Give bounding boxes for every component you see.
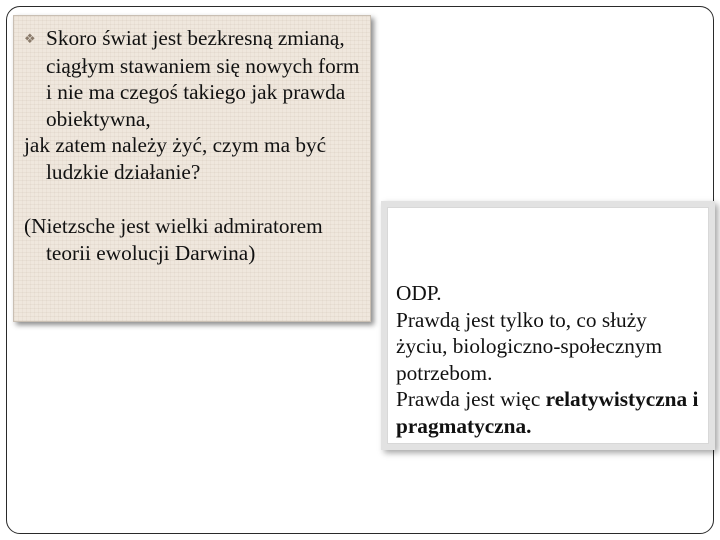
question-box [13,15,371,322]
question-text-3: (Nietzsche jest wielki admiratorem teorii ewolucji Darwina) [24,214,323,265]
answer-heading: ODP. [396,281,442,305]
question-text-2: jak zatem należy żyć, czym ma być ludzkie działanie? [24,133,327,184]
diamond-bullet-icon: ❖ [24,31,36,46]
answer-line-2-prefix: Prawda jest więc [396,387,546,411]
question-text-1: Skoro świat jest bezkresną zmianą, ciągłym stawaniem się nowych form i nie ma czegoś takiego jak prawda obiektywna, [46,26,360,131]
question-paragraph-1 [24,25,362,132]
question-paragraph-3 [24,213,362,266]
answer-line-2-bold: relatywistyczna i pragmatyczna. [396,387,699,438]
answer-line-1: Prawdą jest tylko to, co służy życiu, biologiczno-społecznym potrzebom. [396,307,663,385]
answer-box [387,207,709,444]
paragraph-spacer [24,185,362,213]
question-paragraph-2 [24,132,362,185]
answer-line-2 [396,386,700,439]
